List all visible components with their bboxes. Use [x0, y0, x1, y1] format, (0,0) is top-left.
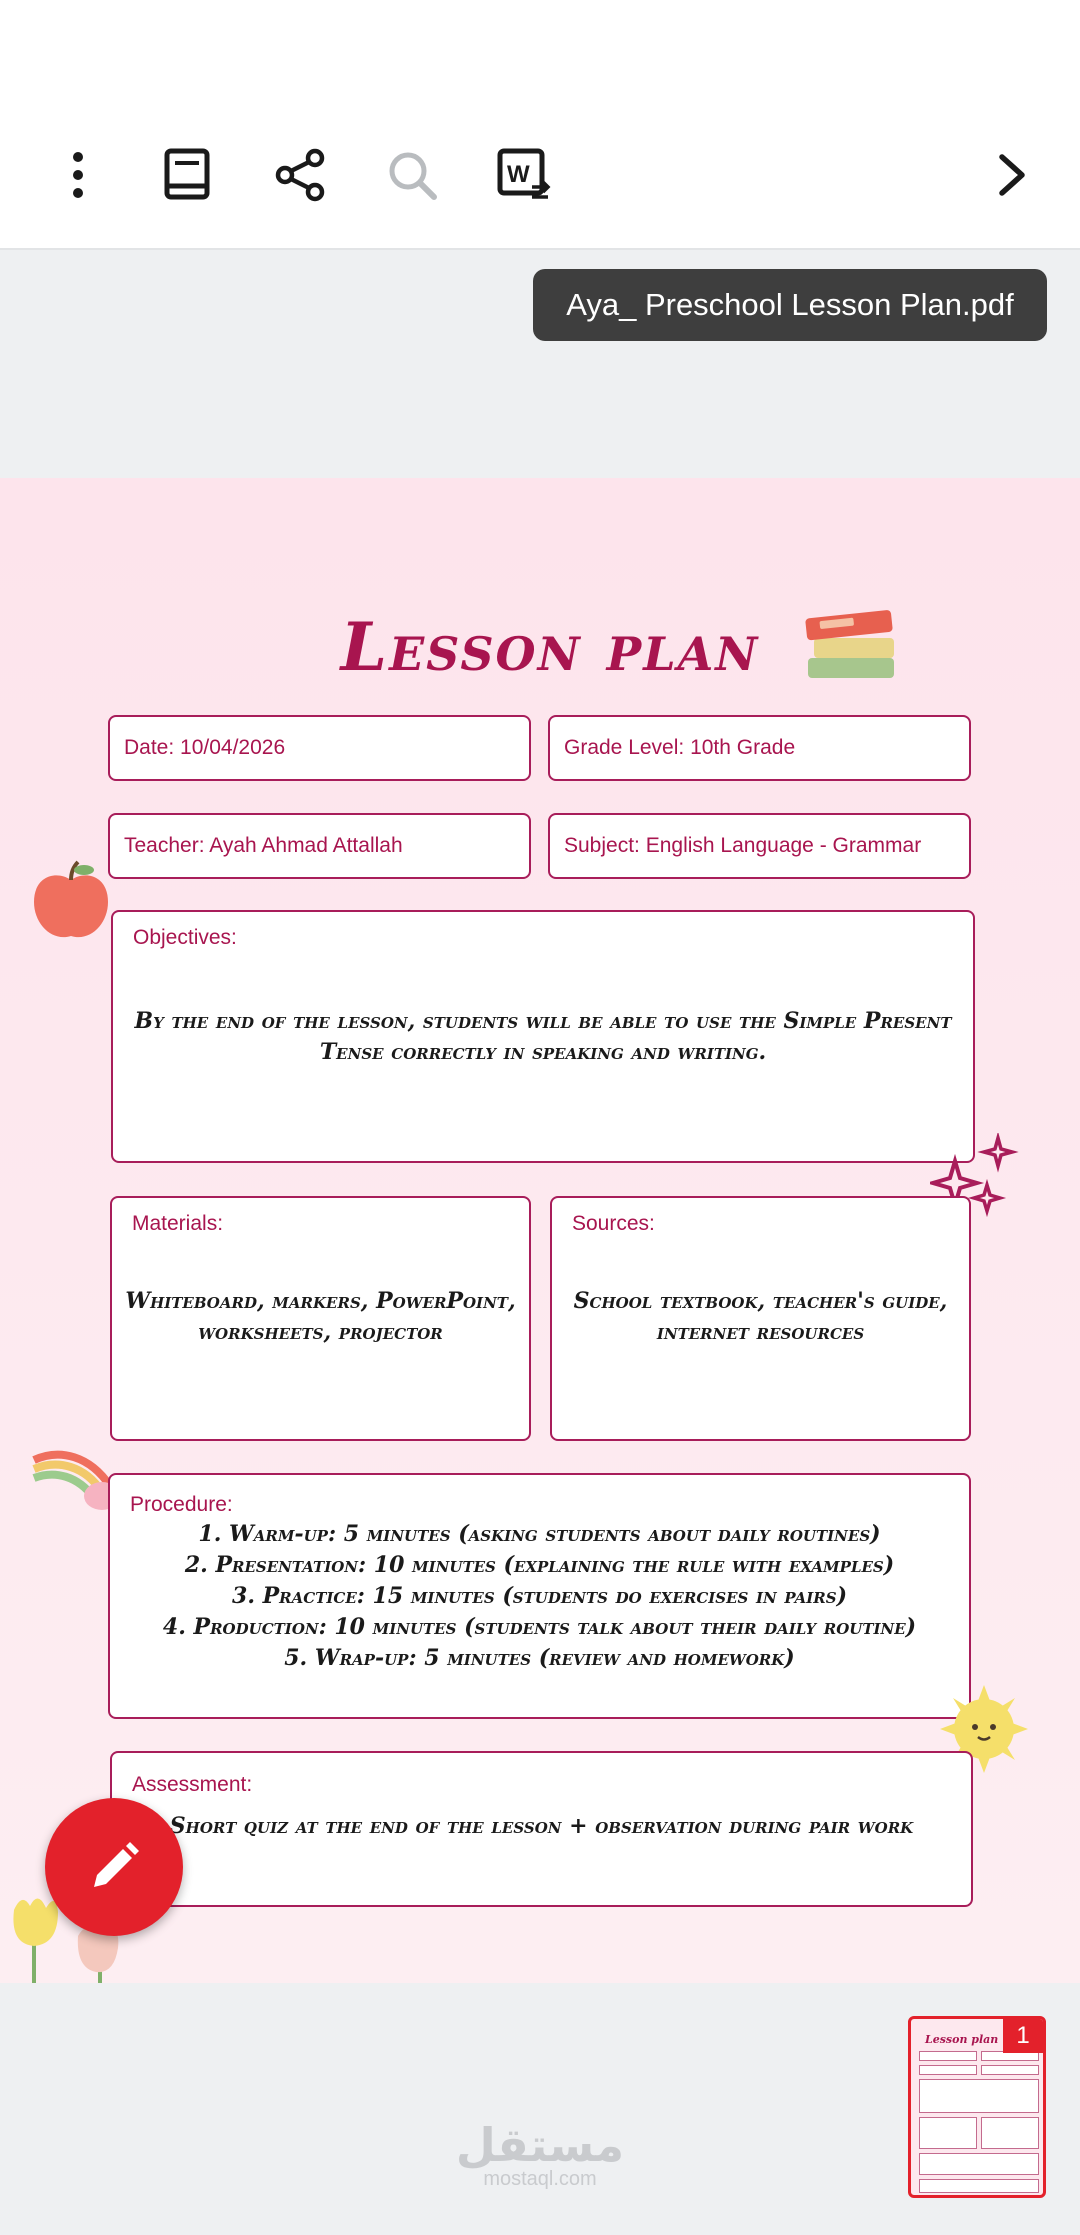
teacher-text: Teacher: Ayah Ahmad Attallah [124, 834, 403, 857]
subject-text: Subject: English Language - Grammar [564, 834, 922, 857]
materials-text: Whiteboard, markers, PowerPoint, worksheets, projector [125, 1288, 516, 1345]
books-icon [800, 600, 905, 685]
materials-box [110, 1196, 531, 1441]
pencil-icon [88, 1841, 140, 1893]
filename-tooltip: Aya_ Preschool Lesson Plan.pdf [533, 269, 1047, 341]
status-bar-area [0, 0, 1080, 100]
sources-text: School textbook, teacher's guide, internet resources [573, 1288, 948, 1345]
procedure-step: 2. Presentation: 10 minutes (explaining the rule with examples) [184, 1552, 895, 1578]
subject-field [548, 813, 971, 879]
procedure-step: 1. Warm-up: 5 minutes (asking students about daily routines) [198, 1521, 881, 1547]
assessment-label: Assessment: [132, 1773, 253, 1796]
grade-text: Grade Level: 10th Grade [564, 736, 796, 759]
teacher-field [108, 813, 531, 879]
search-button[interactable] [372, 135, 452, 215]
watermark-latin: mostaql.com [483, 2168, 597, 2190]
convert-to-word-button[interactable] [484, 135, 564, 215]
share-button[interactable] [260, 135, 340, 215]
objectives-label: Objectives: [133, 926, 237, 949]
chevron-right-icon [994, 151, 1030, 199]
watermark [440, 2118, 640, 2191]
materials-label: Materials: [132, 1212, 224, 1235]
objectives-text: By the end of the lesson, students will be able to use the Simple Present Tense correctly in speaking and writing. [134, 1008, 952, 1065]
procedure-box [108, 1473, 971, 1719]
sources-box [550, 1196, 971, 1441]
page-title: Lesson plan [340, 608, 760, 686]
share-icon [273, 148, 327, 202]
page-thumbnail[interactable] [908, 2016, 1046, 2198]
procedure-step: 5. Wrap-up: 5 minutes (review and homework) [284, 1645, 795, 1671]
edit-fab-button[interactable] [45, 1798, 183, 1936]
reading-mode-button[interactable] [148, 135, 228, 215]
grade-field [548, 715, 971, 781]
procedure-list [120, 1519, 959, 1674]
more-options-button[interactable] [38, 135, 118, 215]
apple-icon [26, 858, 116, 948]
assessment-box [110, 1751, 973, 1907]
search-icon [385, 148, 439, 202]
procedure-step: 4. Production: 10 minutes (students talk about their daily routine) [162, 1614, 917, 1640]
pdf-page [0, 478, 1080, 1983]
svg-text:W: W [507, 161, 530, 188]
objectives-box [111, 910, 975, 1163]
book-icon [163, 148, 213, 202]
sources-label: Sources: [572, 1212, 655, 1235]
thumbnail-title: Lesson plan [925, 2033, 999, 2046]
next-button[interactable] [972, 135, 1052, 215]
procedure-label: Procedure: [130, 1493, 233, 1516]
more-vert-icon [58, 147, 98, 203]
date-field [108, 715, 531, 781]
procedure-step: 3. Practice: 15 minutes (students do exercises in pairs) [232, 1583, 847, 1609]
word-convert-icon [496, 147, 552, 203]
watermark-arabic: مستقل [455, 2118, 625, 2172]
date-text: Date: 10/04/2026 [124, 736, 286, 759]
assessment-text: Short quiz at the end of the lesson + observation during pair work [169, 1813, 914, 1839]
page-number-badge: 1 [1003, 2019, 1043, 2053]
